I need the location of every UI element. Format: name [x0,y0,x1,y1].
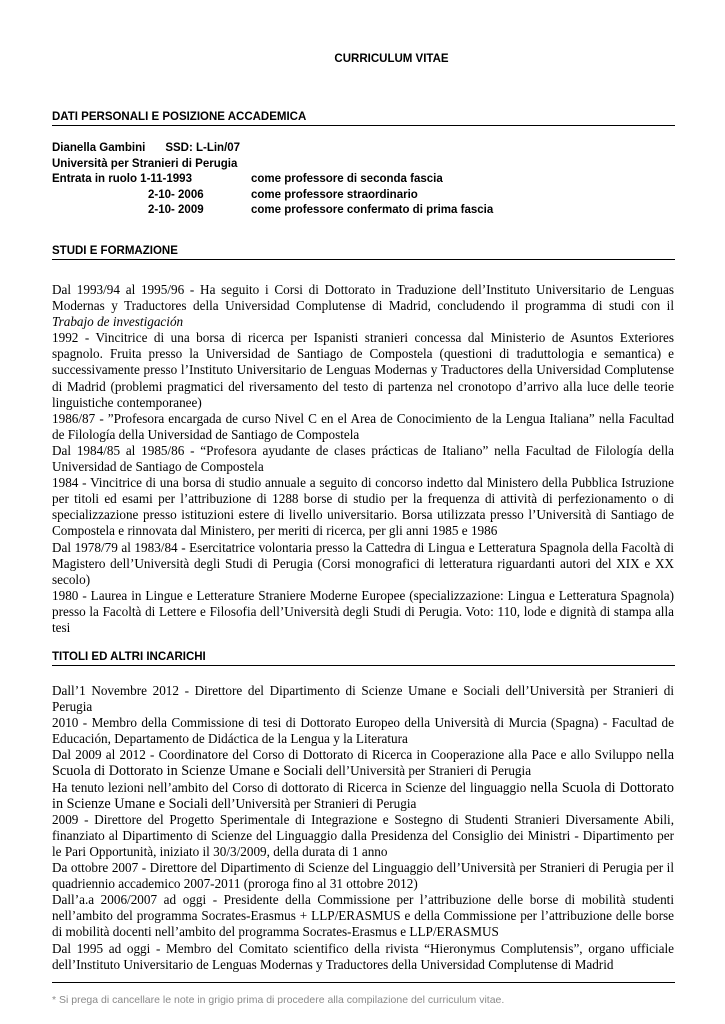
study-paragraph: Dal 1993/94 al 1995/96 - Ha seguito i Corsi di Dottorato in Traduzione dell’Instituto Universitario de Lenguas Modernas y Traductores della Universidad Complutense di Madrid, concludendo il programma di studi con il Trabajo de investigación [52,282,674,330]
title-paragraph: Dal 2009 al 2012 - Coordinatore del Corso di Dottorato di Ricerca in Cooperazione alla Pace e allo Sviluppo nella Scuola di Dottorato in Scienze Umane e Sociali dell’Università per Stranieri di Perugia [52,747,674,780]
title-paragraph: Dal 1995 ad oggi - Membro del Comitato scientifico della rivista “Hieronymus Complutensis”, organo ufficiale dell’Instituto Universitario de Lenguas Modernas y Traductores della Universidad Complutense di Madrid [52,940,674,972]
study-paragraph: 1984 - Vincitrice di una borsa di studio annuale a seguito di concorso indetto dal Ministero della Pubblica Istruzione per titoli ed esami per l’attribuzione di 1288 borse di studio per la frequenza di attività di perfezionamento o di specializzazione presso istituzioni estere di livello universitario. Borsa utilizzata presso l’Università di Santiago de Compostela e rinnovata dal Ministero, per meriti di ricerca, per gli anni 1985 e 1986 [52,475,674,539]
university-row [52,157,675,173]
date-row [52,188,675,204]
personal-info-block [52,141,675,219]
entry-row [52,172,675,188]
ssd-code: SSD: L-Lin/07 [165,142,241,154]
entry-role: come professore di seconda fascia [251,173,443,185]
footer-divider [52,982,675,983]
study-paragraph: 1980 - Laurea in Lingue e Letterature Straniere Moderne Europee (specializzazione: Lingua e Letteratura Spagnola) presso la Facoltà di Lettere e Filosofia dell’Università degli Studi di Perugia. Voto: 110, lode e dignità di stampa alla tesi [52,587,674,635]
section-heading-studies: STUDI E FORMAZIONE [52,245,675,260]
italic-title: Trabajo de investigación [52,314,184,330]
date-role: come professore straordinario [251,188,418,201]
university-name: Università per Stranieri di Perugia [52,157,238,170]
document-title: CURRICULUM VITAE [334,53,449,65]
title-paragraph: Ha tenuto lezioni nell’ambito del Corso di dottorato di Ricerca in Scienze del linguaggio nella Scuola di Dottorato in Scienze Umane e Sociali dell’Università per Stranieri di Perugia [52,779,674,812]
name-row [52,141,675,157]
title-paragraph: 2010 - Membro della Commissione di tesi di Dottorato Europeo della Università di Murcia (Spagna) - Facultad de Educación, Departamento de Didáctica de la Lengua y la Literatura [52,715,674,747]
titles-body [52,683,674,973]
date-row [52,203,675,219]
title-paragraph: Dall’1 Novembre 2012 - Direttore del Dipartimento di Scienze Umane e Sociali dell’Università per Stranieri di Perugia [52,683,674,715]
study-paragraph: 1992 - Vincitrice di una borsa di ricerca per Ispanisti stranieri concessa dal Ministerio de Asuntos Exteriores spagnolo. Fruita presso la Universidad de Santiago de Compostela (questioni di traduttologia e semantica) e successivamente presso l’Instituto Universitario de Lenguas Modernas y Traductores della Universidad Complutense di Madrid (problemi pragmatici del riversamento del testo di partenza nel cronotopo d’arrivo alla luce delle teorie linguistiche contemporanee) [52,330,674,410]
study-paragraph: Dal 1978/79 al 1983/84 - Esercitatrice volontaria presso la Cattedra di Lingua e Letteratura Spagnola della Facoltà di Magistero dell’Università degli Studi di Perugia (Corsi monografici di letteratura riguardanti autori del XIX e XX secolo) [52,539,674,587]
study-paragraph: Dal 1984/85 al 1985/86 - “Profesora ayudante de clases prácticas de Italiano” nella Facultad de Filología della Universidad de Santiago de Compostela [52,442,674,475]
footer-note: * Si prega di cancellare le note in grigio prima di procedere alla compilazione del curriculum vitae. [52,994,505,1006]
section-heading-titles: TITOLI ED ALTRI INCARICHI [52,651,675,666]
title-paragraph: Dall’a.a 2006/2007 ad oggi - Presidente della Commissione per l’attribuzione delle borse di mobilità studenti nell’ambito del programma Socrates-Erasmus + LLP/ERASMUS e della Commissione per l’attribuzione delle borse di mobilità docenti nell’ambito del programma Socrates-Erasmus e LLP/ERASMUS [52,892,674,940]
person-name: Dianella Gambini [52,142,146,154]
title-paragraph: Da ottobre 2007 - Direttore del Dipartimento di Scienze del Linguaggio dell’Università per Stranieri di Perugia per il quadriennio accademico 2007-2011 (proroga fino al 31 ottobre 2012) [52,860,674,892]
entry-label: Entrata in ruolo 1-11-1993 [52,173,192,185]
title-paragraph: 2009 - Direttore del Progetto Sperimentale di Integrazione e Sostegno di Studenti Stranieri Diversamente Abili, finanziato al Dipartimento di Scienze del Linguaggio dalla Presidenza del Consiglio dei Ministri - Dipartimento per le Pari Opportunità, iniziato il 30/3/2009, della durata di 1 anno [52,811,674,859]
section-heading-personal: DATI PERSONALI E POSIZIONE ACCADEMICA [52,111,675,126]
studies-body [52,282,674,636]
study-paragraph: 1986/87 - ”Profesora encargada de curso Nivel C en el Area de Conocimiento de la Lengua Italiana” nella Facultad de Filología della Universidad de Santiago de Compostela [52,410,674,442]
date-value: 2-10- 2006 [148,188,204,201]
date-value: 2-10- 2009 [148,204,204,216]
date-role: come professore confermato di prima fascia [251,204,494,216]
